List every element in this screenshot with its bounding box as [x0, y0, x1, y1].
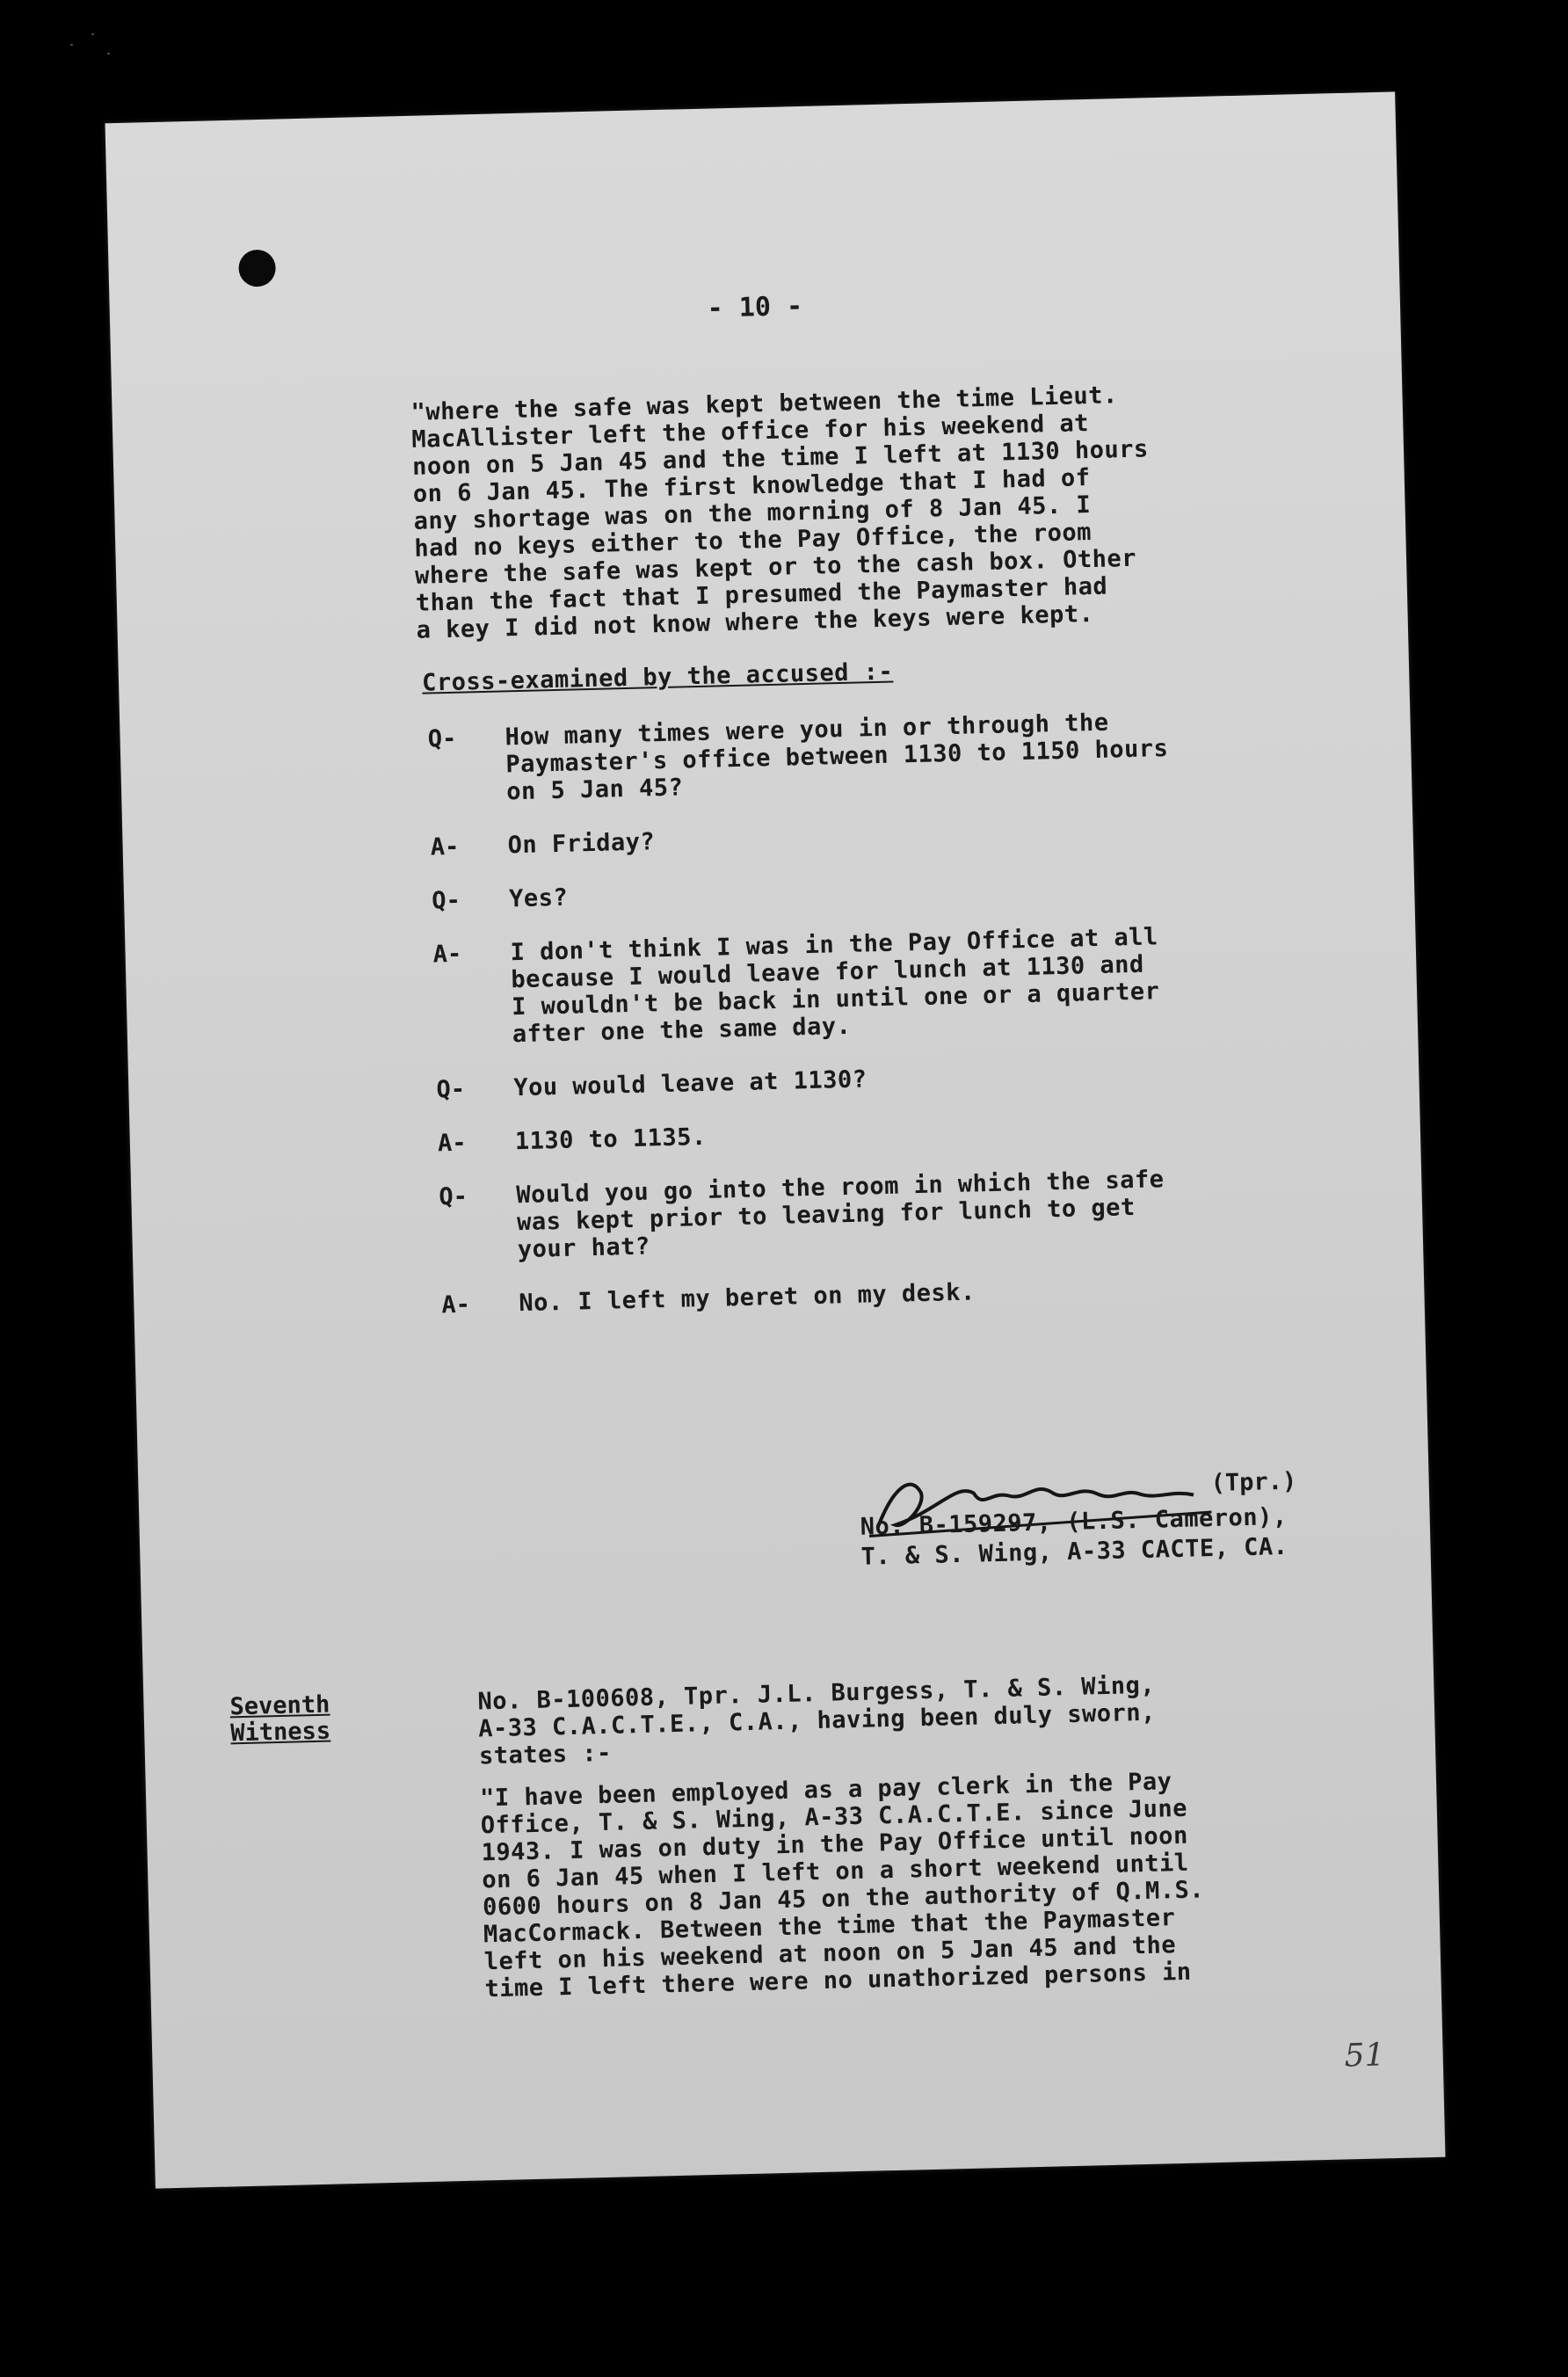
- qa-text: How many times were you in or through the Paymaster's office between 1130 to 1150 hours on 5 Jan 45?: [505, 709, 1169, 806]
- qa-text: No. I left my beret on my desk.: [519, 1278, 976, 1318]
- signature-service-number: No. B-159297, (L.S. Cameron),: [860, 1502, 1288, 1541]
- qa-item: [432, 922, 1200, 1050]
- qa-item: [438, 1111, 1202, 1157]
- background-specks: [62, 26, 132, 79]
- qa-marker: Q-: [436, 1075, 466, 1104]
- qa-marker: A-: [432, 940, 462, 969]
- qa-marker: Q-: [431, 886, 461, 915]
- qa-list: [427, 707, 1207, 1345]
- qa-text: Yes?: [508, 883, 569, 913]
- qa-item: [427, 707, 1194, 807]
- speck: [91, 33, 94, 35]
- qa-marker: A-: [437, 1129, 467, 1158]
- qa-text: On Friday?: [507, 828, 656, 860]
- signature-unit: T. & S. Wing, A-33 CACTE, CA.: [860, 1532, 1289, 1571]
- qa-item: [432, 869, 1196, 914]
- witness-intro: No. B-100608, Tpr. J.L. Burgess, T. & S. Wing, A-33 C.A.C.T.E., C.A., having been duly sworn, states :-: [477, 1671, 1157, 1770]
- qa-marker: A-: [430, 832, 460, 861]
- speck: [107, 53, 110, 55]
- intro-paragraph: "where the safe was kept between the time Lieut. MacAllister left the office for his weekend at noon on 5 Jan 45 and the time I left at 1130 hours on 6 Jan 45. The first knowledge that I had of any shortage was on the morning of 8 Jan 45. I had no keys either to the Pay Office, the room where the safe was kept or to the cash box. Other than the fact that I presumed the Paymaster had a key I did not know where the keys were kept.: [410, 382, 1150, 644]
- qa-marker: A-: [441, 1290, 471, 1319]
- qa-marker: Q-: [439, 1182, 468, 1211]
- signature-rank: (Tpr.): [1210, 1467, 1297, 1498]
- qa-item: [430, 815, 1194, 861]
- qa-text: 1130 to 1135.: [514, 1123, 708, 1156]
- speck: [70, 44, 73, 46]
- signature-block: [859, 1446, 1390, 1600]
- qa-item: [441, 1273, 1206, 1319]
- witness-statement: "I have been employed as a pay clerk in the Pay Office, T. & S. Wing, A-33 C.A.C.T.E. since June 1943. I was on duty in the Pay Office until noon on 6 Jan 45 when I left on a short weekend until 0600 hours on 8 Jan 45 on the authority of Q.M.S. MacCormack. Between the time that the Paymaster left on his weekend at noon on 5 Jan 45 and the time I left there were no unathorized persons in: [479, 1768, 1205, 2003]
- qa-marker: Q-: [427, 724, 457, 753]
- cross-exam-heading: Cross-examined by the accused :-: [421, 658, 894, 697]
- qa-item: [439, 1165, 1205, 1265]
- qa-item: [436, 1058, 1201, 1103]
- qa-text: Would you go into the room in which the safe was kept prior to leaving for lunch to get your hat?: [516, 1166, 1165, 1264]
- seventh-witness-label: Seventh Witness: [229, 1690, 331, 1748]
- document-page: [105, 91, 1446, 2188]
- punch-hole: [238, 250, 276, 287]
- archive-page-number: 51: [1344, 2037, 1385, 2075]
- page-number: - 10 -: [707, 290, 803, 324]
- qa-text: I don't think I was in the Pay Office at all because I would leave for lunch at 1130 and I wouldn't be back in until one or a quarter after one the same day.: [510, 923, 1160, 1049]
- qa-text: You would leave at 1130?: [513, 1065, 867, 1102]
